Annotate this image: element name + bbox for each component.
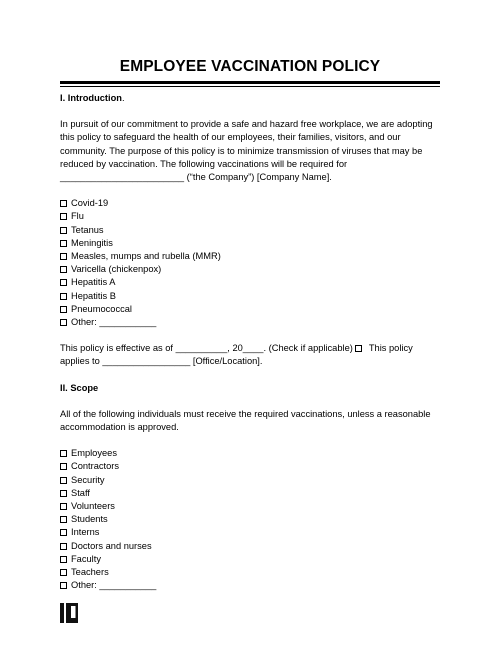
- list-item: [60, 579, 444, 592]
- checkbox[interactable]: [60, 503, 67, 510]
- group-label: Security: [71, 474, 105, 485]
- checkbox[interactable]: [60, 543, 67, 550]
- checkbox[interactable]: [60, 213, 67, 220]
- group-label: Teachers: [71, 567, 109, 578]
- checkbox[interactable]: [60, 293, 67, 300]
- group-label: Volunteers: [71, 501, 115, 512]
- checkbox[interactable]: [60, 529, 67, 536]
- vaccine-label: Varicella (chickenpox): [71, 264, 162, 275]
- vaccine-label: Flu: [71, 211, 84, 222]
- checkbox[interactable]: [60, 556, 67, 563]
- list-item: [60, 303, 444, 316]
- list-item: [60, 487, 444, 500]
- list-item: [60, 474, 444, 487]
- list-item: [60, 250, 444, 263]
- list-item: [60, 460, 444, 473]
- list-item: [60, 290, 444, 303]
- scope-paragraph: All of the following individuals must receive the required vaccinations, unless a reasonable accommodation is approved.: [60, 408, 431, 433]
- scope-checklist: [60, 447, 444, 592]
- checkbox[interactable]: [60, 450, 67, 457]
- vaccine-checklist: [60, 197, 444, 329]
- checkbox[interactable]: [60, 253, 67, 260]
- list-item: [60, 197, 444, 210]
- group-label: Faculty: [71, 553, 101, 564]
- heading-text: I. Introduction: [60, 93, 122, 103]
- group-label: Other: ___________: [71, 580, 157, 591]
- list-item: [60, 224, 444, 237]
- vaccine-label: Measles, mumps and rubella (MMR): [71, 251, 221, 262]
- effective-text: This policy is effective as of __________, 20____. (Check if applicable): [60, 343, 356, 354]
- list-item: [60, 316, 444, 329]
- vaccine-label: Meningitis: [71, 237, 113, 248]
- document-title: EMPLOYEE VACCINATION POLICY: [119, 58, 381, 75]
- checkbox[interactable]: [60, 240, 67, 247]
- list-item: [60, 276, 444, 289]
- checkbox[interactable]: [60, 516, 67, 523]
- checkbox[interactable]: [60, 200, 67, 207]
- checkbox[interactable]: [60, 319, 67, 326]
- list-item: [60, 263, 444, 276]
- checkbox[interactable]: [60, 463, 67, 470]
- list-item: [60, 500, 444, 513]
- checkbox[interactable]: [60, 266, 67, 273]
- effective-date-paragraph: [60, 342, 444, 368]
- effective-text-2: This policy applies to _________________ [Office/Location].: [60, 343, 413, 367]
- brand-logo-icon: [60, 603, 78, 623]
- vaccine-label: Hepatitis B: [71, 290, 116, 301]
- group-label: Interns: [71, 527, 100, 538]
- checkbox[interactable]: [60, 569, 67, 576]
- group-label: Staff: [71, 487, 90, 498]
- title-rule-thick: [60, 81, 440, 84]
- introduction-paragraph: In pursuit of our commitment to provide a safe and hazard free workplace, we are adopting this policy to safeguard the health of our employees, their families, visitors, and our community. The purpose of this policy is to minimize transmission of viruses that may be reduced by vaccination. The following vaccinations will be required for ________________________ (“the Company”) [Company Name].: [60, 119, 433, 183]
- section-heading-scope: II. Scope: [60, 382, 99, 393]
- applicability-checkbox[interactable]: [355, 345, 362, 352]
- list-item: [60, 540, 444, 553]
- title-rule-thin: [60, 86, 440, 87]
- group-label: Contractors: [71, 461, 120, 472]
- list-item: [60, 553, 444, 566]
- heading-suffix: .: [121, 93, 125, 103]
- list-item: [60, 447, 444, 460]
- checkbox[interactable]: [60, 279, 67, 286]
- checkbox[interactable]: [60, 582, 67, 589]
- vaccine-label: Tetanus: [71, 224, 104, 235]
- document-body: [60, 92, 444, 593]
- section-heading-introduction: [60, 92, 444, 105]
- list-item: [60, 210, 444, 223]
- group-label: Doctors and nurses: [71, 540, 152, 551]
- vaccine-label: Covid-19: [71, 198, 109, 209]
- group-label: Employees: [71, 448, 117, 459]
- vaccine-label: Hepatitis A: [71, 277, 116, 288]
- vaccine-label: Other: ___________: [71, 317, 157, 328]
- list-item: [60, 513, 444, 526]
- list-item: [60, 566, 444, 579]
- list-item: [60, 237, 444, 250]
- list-item: [60, 526, 444, 539]
- checkbox[interactable]: [60, 477, 67, 484]
- checkbox[interactable]: [60, 490, 67, 497]
- checkbox[interactable]: [60, 227, 67, 234]
- checkbox[interactable]: [60, 306, 67, 313]
- group-label: Students: [71, 514, 108, 525]
- vaccine-label: Pneumococcal: [71, 303, 132, 314]
